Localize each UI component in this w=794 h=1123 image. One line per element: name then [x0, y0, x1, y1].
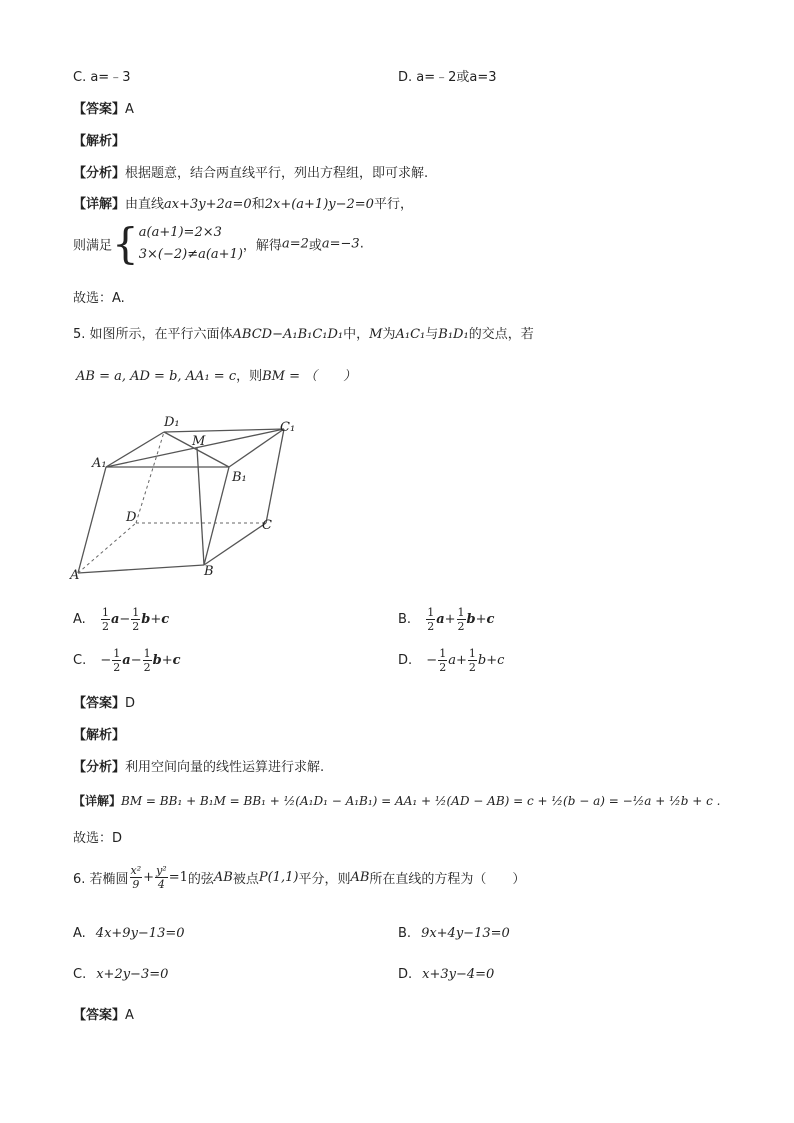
left-brace: { [112, 219, 139, 268]
q6-answer: 【答案】A [73, 1008, 134, 1023]
q5-given-vectors: AB = a, AD = b, AA₁ = c，则BM = （ ） [76, 369, 357, 384]
label-B1: B₁ [232, 470, 247, 485]
q4-jiexi-heading: 【解析】 [73, 134, 126, 149]
label-D1: D₁ [164, 415, 180, 430]
label-M: M [192, 434, 206, 449]
q4-guxuan: 故选：A. [73, 291, 125, 306]
label-C: C [262, 518, 272, 533]
line-eq-2: 2x+(a+1)y−2=0 [264, 197, 374, 212]
q4-fenxi: 【分析】根据题意，结合两直线平行，列出方程组，即可求解. [73, 166, 429, 181]
q5-fenxi: 【分析】利用空间向量的线性运算进行求解. [73, 760, 325, 775]
answer-tag: 【答案】 [73, 102, 126, 117]
q5-jiexi-heading: 【解析】 [73, 728, 126, 743]
q5-option-a: A. $\frac{1}{2}$ a− $\frac{1}{2}$ b+c [73, 606, 170, 633]
q5-stem: 5. 如图所示，在平行六面体ABCD−A₁B₁C₁D₁中，M为A₁C₁与B₁D₁的交点，若 [73, 327, 534, 342]
q4-condition-system: 则满足{ a(a+1)=2×3 3×(−2)≠a(a+1) ，解得a=2或a=−3. [73, 219, 364, 268]
label-A: A [70, 568, 80, 583]
q5-option-d: D. − $\frac{1}{2}$ a+ $\frac{1}{2}$ b+c [398, 647, 505, 674]
label-B: B [204, 564, 214, 579]
q5-xiangjie: 【详解】BM = BB₁ + B₁M = BB₁ + ½(A₁D₁ − A₁B₁) = AA₁ + ½(AD − AB) = c + ½(b − a) = −½a + ½b + c . [73, 794, 721, 808]
q5-option-b: B. $\frac{1}{2}$ a+ $\frac{1}{2}$ b+c [398, 606, 495, 633]
q6-option-c: C. x+2y−3=0 [73, 967, 169, 982]
q4-option-c: C. a=﹣3 [73, 70, 131, 85]
label-C1: C₁ [280, 420, 296, 435]
answer-value: A [125, 102, 134, 117]
q4-answer [73, 98, 134, 117]
q4-option-d: D. a=﹣2或a=3 [398, 70, 497, 85]
q5-answer: 【答案】D [73, 696, 136, 711]
condition-2: 3×(−2)≠a(a+1) [138, 247, 243, 262]
q4-xiangjie: 【详解】由直线ax+3y+2a=0和2x+(a+1)y−2=0平行， [73, 197, 413, 212]
q6-stem: 6. 若椭圆 $\frac{\text{x²}}{9}$ + $\frac{\text{y²}}{4}$ =1的弦AB被点P(1,1)平分，则AB所在直线的方程为（ ） [73, 864, 526, 891]
q6-option-d: D. x+3y−4=0 [398, 967, 495, 982]
q6-option-a: A. 4x+9y−13=0 [73, 926, 185, 941]
condition-1: a(a+1)=2×3 [138, 225, 222, 240]
q5-option-c: C. − $\frac{1}{2}$ a− $\frac{1}{2}$ b+c [73, 647, 181, 674]
parallelepiped-figure [66, 405, 306, 585]
q5-guxuan: 故选：D [73, 831, 123, 846]
label-D: D [126, 510, 137, 525]
q6-option-b: B. 9x+4y−13=0 [398, 926, 510, 941]
label-A1: A₁ [92, 456, 107, 471]
line-eq-1: ax+3y+2a=0 [164, 197, 252, 212]
